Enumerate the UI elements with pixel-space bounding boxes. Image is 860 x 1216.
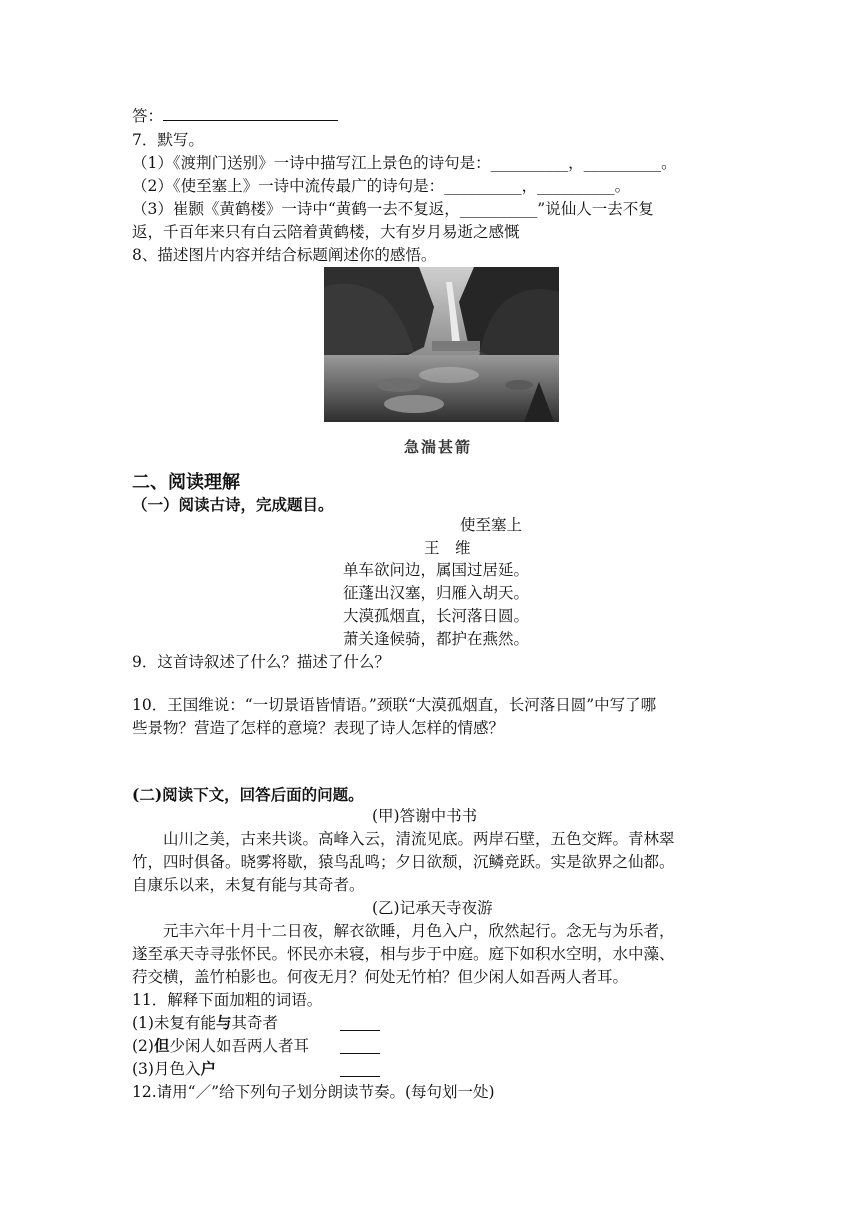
textB-line-1: 元丰六年十月十二日夜，解衣欲睡，月色入户，欣然起行。念无与为乐者，: [163, 922, 675, 940]
q11-item-2: [132, 1035, 309, 1057]
part2-heading: (二)阅读下文，回答后面的问题。: [132, 785, 364, 804]
textB-line-3: 荇交横，盖竹柏影也。何夜无月？何处无竹柏？但少闲人如吾两人者耳。: [132, 968, 629, 986]
poem-line-2: 征蓬出汉塞，归雁入胡天。: [343, 584, 530, 602]
q11-blank-3[interactable]: [340, 1062, 380, 1077]
poem-author: 王 维: [424, 539, 471, 557]
poem-title: 使至塞上: [460, 516, 523, 534]
q11-item-1: [132, 1012, 278, 1034]
waterfall-photo: [324, 267, 559, 422]
q12-text: 12.请用“／”给下列句子划分朗读节奏。(每句划一处): [132, 1083, 495, 1101]
q11-item-3-pre: (3)月色入: [132, 1060, 201, 1078]
textB-line-2: 遂至承天寺寻张怀民。怀民亦未寝，相与步于中庭。庭下如积水空明，水中藻、: [132, 945, 675, 963]
poem-line-4: 萧关逢候骑，都护在燕然。: [343, 630, 530, 648]
q7-item3-line1: （3）崔颢《黄鹤楼》一诗中“黄鹤一去不复返，__________”说仙人一去不复: [132, 200, 654, 218]
q11-item-3-bold: 户: [200, 1059, 216, 1078]
q11-item-3: [132, 1058, 216, 1080]
q7-item1: （1）《渡荆门送别》一诗中描写江上景色的诗句是：__________，__________。: [132, 154, 677, 172]
q10-line2: 些景物？营造了怎样的意境？表现了诗人怎样的情感？: [132, 719, 505, 737]
textA-title: (甲)答谢中书书: [372, 807, 478, 825]
q9-text: 9．这首诗叙述了什么？描述了什么？: [132, 653, 390, 671]
answer-label: 答：: [132, 107, 164, 125]
q11-blank-2[interactable]: [340, 1039, 380, 1054]
q7-item3-line2: 返，千百年来只有白云陪着黄鹤楼，大有岁月易逝之感慨: [132, 223, 520, 241]
textA-line-1: 山川之美，古来共谈。高峰入云，清流见底。两岸石壁，五色交辉。青林翠: [163, 830, 675, 848]
part1-heading: （一）阅读古诗，完成题目。: [132, 495, 334, 514]
answer-line: [132, 105, 338, 127]
q10-line1: 10．王国维说：“一切景语皆情语。”颈联“大漠孤烟直，长河落日圆”中写了哪: [132, 696, 657, 714]
answer-blank[interactable]: [163, 106, 338, 121]
q11-blank-1[interactable]: [340, 1016, 380, 1031]
q8-title: 8、描述图片内容并结合标题阐述你的感悟。: [132, 246, 437, 264]
photo-caption: 急湍甚箭: [404, 438, 473, 456]
q11-item-1-pre: (1)未复有能: [132, 1014, 216, 1032]
q11-item-2-bold: 但: [153, 1036, 170, 1055]
textA-line-3: 自康乐以来，未复有能与其奇者。: [132, 876, 365, 894]
poem-line-1: 单车欲问边，属国过居延。: [343, 561, 530, 579]
q7-item2: （2）《使至塞上》一诗中流传最广的诗句是：__________，__________。: [132, 177, 631, 195]
q11-item-1-post: 其奇者: [231, 1014, 278, 1032]
q11-title: 11．解释下面加粗的词语。: [132, 991, 323, 1009]
waterfall-image: [324, 267, 559, 422]
q11-item-1-bold: 与: [215, 1013, 232, 1032]
section2-heading: 二、阅读理解: [132, 472, 240, 493]
q11-item-2-pre: (2): [132, 1037, 154, 1055]
q11-item-2-post: 少闲人如吾两人者耳: [169, 1037, 309, 1055]
textA-line-2: 竹，四时俱备。晓雾将歇，猿鸟乱鸣；夕日欲颓，沉鳞竞跃。实是欲界之仙都。: [132, 853, 675, 871]
textB-title: (乙)记承天寺夜游: [372, 899, 493, 917]
poem-line-3: 大漠孤烟直，长河落日圆。: [343, 607, 530, 625]
q7-title: 7．默写。: [132, 131, 204, 149]
